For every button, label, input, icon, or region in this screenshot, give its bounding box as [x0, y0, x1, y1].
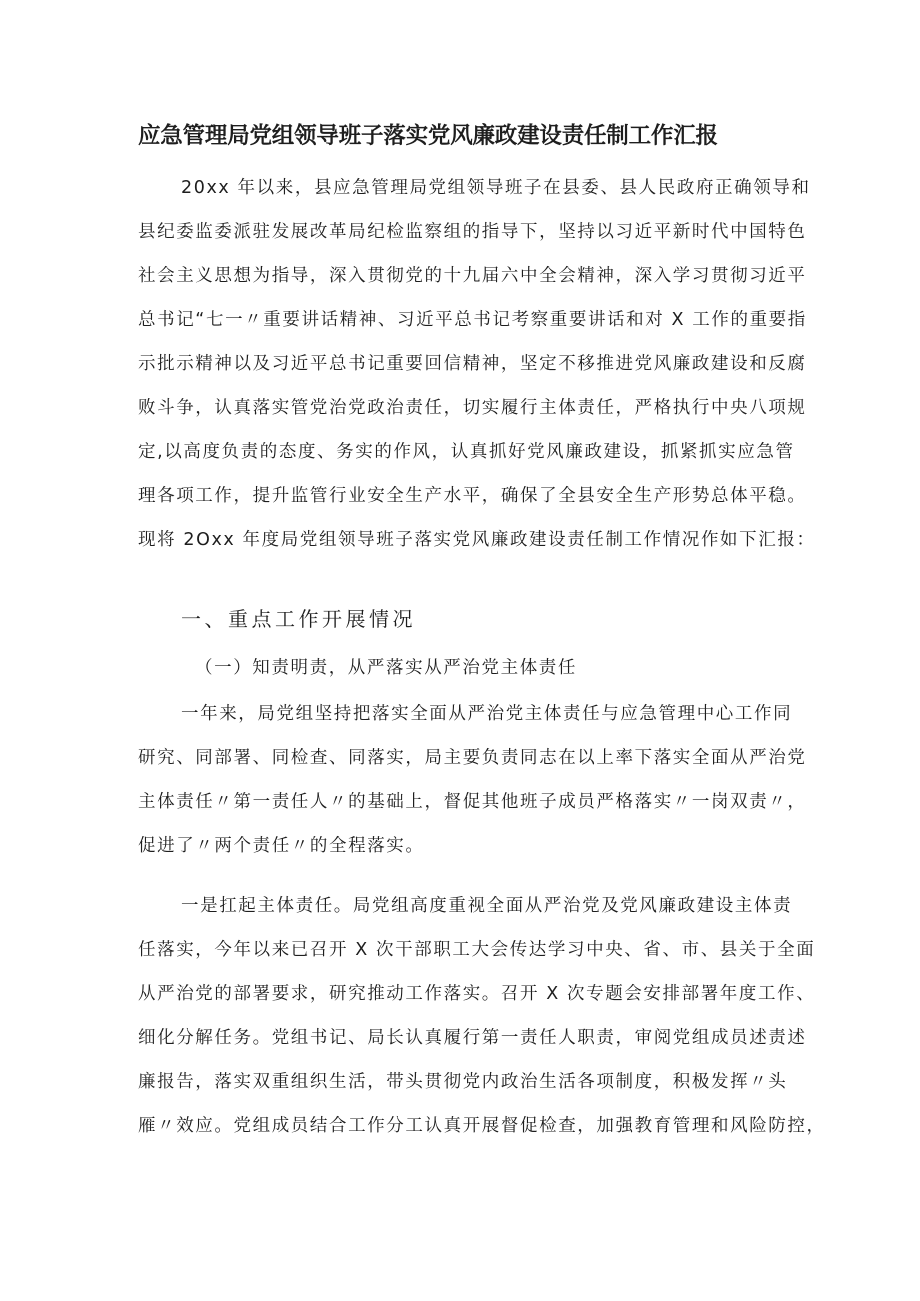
- paragraph-line: 细化分解任务。党组书记、局长认真履行第一责任人职责，审阅党组成员述责述: [138, 1028, 807, 1048]
- paragraph-line: 理各项工作，提升监管行业安全生产水平，确保了全县安全生产形势总体平稳。: [138, 486, 807, 506]
- paragraph-line: 一年来，局党组坚持把落实全面从严治党主体责任与应急管理中心工作同: [181, 704, 793, 724]
- paragraph-line: 社会主义思想为指导，深入贯彻党的十九届六中全会精神，深入学习贯彻习近平: [138, 266, 807, 286]
- paragraph-line: 雁〃效应。党组成员结合工作分工认真开展督促检查，加强教育管理和风险防控，: [138, 1116, 826, 1136]
- paragraph-line: 任落实，今年以来已召开 X 次干部职工大会传达学习中央、省、市、县关于全面: [138, 940, 816, 960]
- paragraph-line: 廉报告，落实双重组织生活，带头贯彻党内政治生活各项制度，积极发挥〃头: [138, 1072, 788, 1092]
- section-heading: 一、重点工作开展情况: [181, 607, 416, 631]
- paragraph-line: 定,以高度负责的态度、务实的作风，认真抓好党风廉政建设，抓紧抓实应急管: [138, 442, 795, 462]
- paragraph-line: 20xx 年以来，县应急管理局党组领导班子在县委、县人民政府正确领导和: [181, 178, 811, 198]
- paragraph-line: 一是扛起主体责任。局党组高度重视全面从严治党及党风廉政建设主体责: [181, 896, 793, 916]
- paragraph-line: 从严治党的部署要求，研究推动工作落实。召开 X 次专题会安排部署年度工作、: [138, 984, 816, 1004]
- paragraph-line: 主体责任〃第一责任人〃的基础上，督促其他班子成员严格落实〃一岗双责〃，: [138, 792, 807, 812]
- paragraph-line: 总书记“七一〃重要讲话精神、习近平总书记考察重要讲话和对 X 工作的重要指: [138, 310, 807, 330]
- paragraph-line: 研究、同部署、同检查、同落实，局主要负责同志在以上率下落实全面从严治党: [138, 748, 807, 768]
- paragraph-line: 现将 2Oxx 年度局党组领导班子落实党风廉政建设责任制工作情况作如下汇报：: [138, 530, 816, 550]
- paragraph-line: 示批示精神以及习近平总书记重要回信精神，坚定不移推进党风廉政建设和反腐: [138, 354, 807, 374]
- paragraph-line: 败斗争，认真落实管党治党政治责任，切实履行主体责任，严格执行中央八项规: [138, 398, 807, 418]
- subsection-heading: （一）知责明责，从严落实从严治党主体责任: [195, 658, 577, 678]
- paragraph-line: 县纪委监委派驻发展改革局纪检监察组的指导下，坚持以习近平新时代中国特色: [138, 222, 807, 242]
- paragraph-line: 促进了〃两个责任〃的全程落实。: [138, 836, 425, 856]
- document-title: 应急管理局党组领导班子落实党风廉政建设责任制工作汇报: [138, 123, 718, 149]
